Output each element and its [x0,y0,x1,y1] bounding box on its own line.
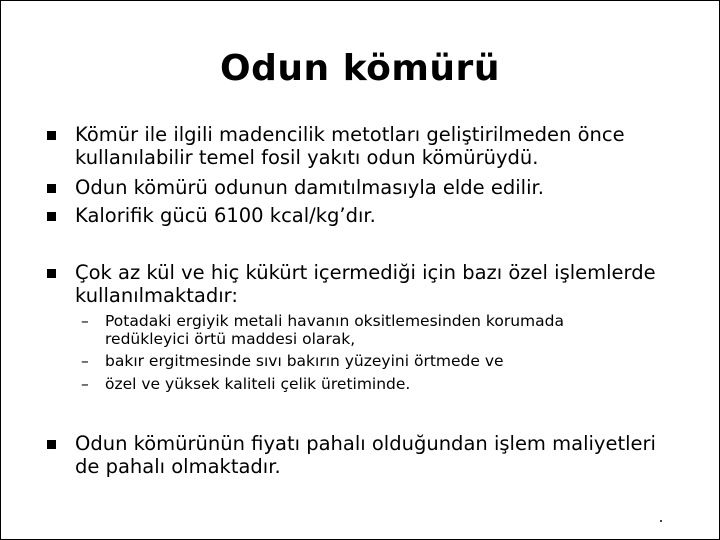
sub-item [105,375,645,393]
bullet-item [75,261,675,307]
bullet-text: Odun kömürünün fiyatı pahalı olduğundan işlem maliyetleri de pahalı olmaktadır. [75,432,656,478]
bullet-text: Çok az kül ve hiç kükürt içermediği için bazı özel işlemlerde kullanılmaktadır: [75,261,656,307]
slide-title: Odun kömürü [220,48,500,89]
bullet-item [75,176,675,199]
bullet-item [75,432,675,478]
bullet-text: Kalorifik gücü 6100 kcal/kg’dır. [75,204,376,227]
bullet-item [75,204,675,227]
bullet-text: Odun kömürü odunun damıtılmasıyla elde edilir. [75,176,544,199]
sub-item-text: Potadaki ergiyik metali havanın oksitlemesinden korumada redükleyici örtü maddesi olarak, [105,312,564,348]
bullet-text: Kömür ile ilgili madencilik metotları geliştirilmeden önce kullanılabilir temel fosil yakıtı odun kömürüydü. [75,123,625,169]
sub-item [105,312,645,348]
sub-item [105,352,645,370]
corner-dot [660,520,662,522]
sub-item-text: özel ve yüksek kaliteli çelik üretiminde. [105,375,411,393]
sub-item-text: bakır ergitmesinde sıvı bakırın yüzeyini örtmede ve [105,352,504,370]
bullet-item [75,123,675,169]
